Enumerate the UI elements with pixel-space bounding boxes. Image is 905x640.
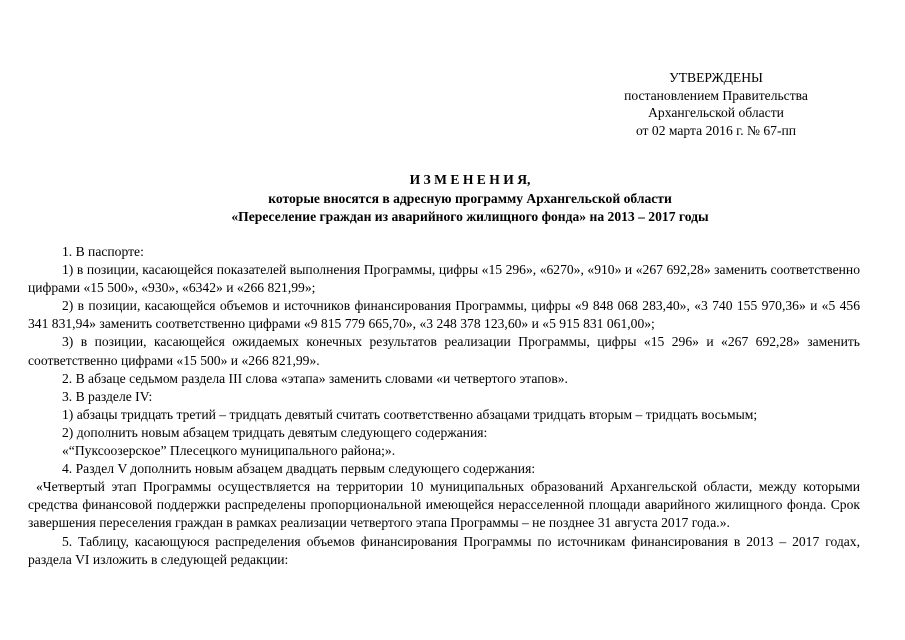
quoted-paragraph: «Четвертый этап Программы осуществляется на территории 10 муниципальных образований Архангельской области, между которыми средства финансовой поддержки распределены пропорциональной имеющейся нерасселенной площади аварийного жилищного фонда. Срок завершения переселения граждан в рамках реализации четвертого этапа Программы – не позднее 31 августа 2017 года.». (28, 479, 860, 531)
heading-subtitle: которые вносятся в адресную программу Архангельской области (268, 190, 672, 206)
approval-line: постановлением Правительства (624, 87, 808, 103)
quoted-paragraph: «“Пуксоозерское” Плесецкого муниципального района;». (62, 443, 396, 459)
approval-block (596, 69, 836, 139)
item-paragraph: 1) абзацы тридцать третий – тридцать девятый считать соответственно абзацами тридцать вторым – тридцать восьмым; (62, 406, 758, 422)
approval-line: Архангельской области (648, 105, 784, 121)
item-paragraph: 2. В абзаце седьмом раздела III слова «этапа» заменить словами «и четвертого этапов». (62, 370, 568, 386)
item-paragraph: 2) в позиции, касающейся объемов и источников финансирования Программы, цифры «9 848 068 283,40», «3 740 155 970,36» и «5 456 341 831,94» заменить соответственно цифрами «9 815 779 665,70», «3 248 378 123,60» и «5 915 831 061,00»; (28, 298, 860, 332)
document-heading (60, 171, 880, 227)
heading-title: И З М Е Н Е Н И Я, (409, 172, 531, 187)
item-paragraph: 5. Таблицу, касающуюся распределения объемов финансирования Программы по источникам финансирования в 2013 – 2017 годах, раздела VI изложить в следующей редакции: (28, 533, 860, 567)
item-paragraph: 3) в позиции, касающейся ожидаемых конечных результатов реализации Программы, цифры «15 296» и «267 692,28» заменить соответственно цифрами «15 500» и «266 821,99». (28, 334, 860, 368)
item-paragraph: 3. В разделе IV: (62, 388, 153, 404)
item-paragraph: 2) дополнить новым абзацем тридцать девятым следующего содержания: (62, 424, 488, 440)
heading-program-name: «Переселение граждан из аварийного жилищного фонда» на 2013 – 2017 годы (231, 209, 709, 224)
document-body (28, 243, 860, 569)
approval-date: от 02 марта 2016 г. № 67-пп (635, 122, 797, 138)
item-paragraph: 4. Раздел V дополнить новым абзацем двадцать первым следующего содержания: (62, 461, 536, 477)
item-paragraph: 1) в позиции, касающейся показателей выполнения Программы, цифры «15 296», «6270», «910» и «267 692,28» заменить соответственно цифрами «15 500», «930», «6342» и «266 821,99»; (28, 262, 860, 296)
item-paragraph: 1. В паспорте: (62, 244, 144, 259)
approval-title: УТВЕРЖДЕНЫ (669, 70, 763, 85)
